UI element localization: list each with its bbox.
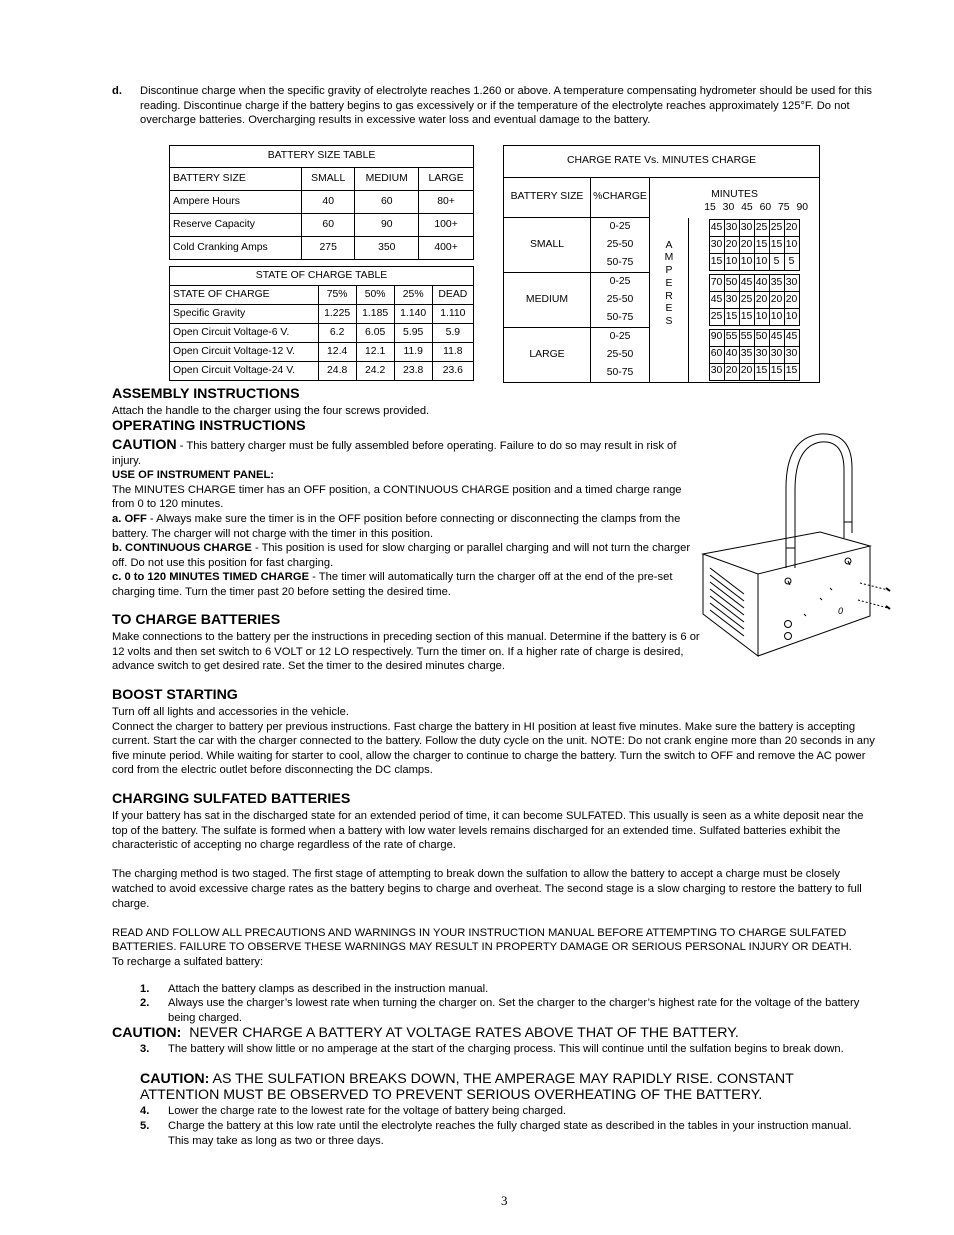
- minute-tick: 60: [759, 201, 772, 213]
- amperes-cell: 60: [709, 346, 724, 363]
- table-header: %CHARGE: [591, 178, 650, 218]
- table-cell: Ampere Hours: [170, 191, 302, 214]
- option-off-text: - Always make sure the timer is in the OFF position before connecting or disconnecting the clamps from the battery. The charger will not charge with the timer in this position.: [112, 512, 681, 540]
- table-cell: 11.8: [432, 343, 473, 362]
- table-cell: 1.185: [356, 305, 394, 324]
- charger-illustration: [700, 428, 895, 663]
- amperes-cell: 30: [709, 363, 724, 380]
- amperes-cell: 15: [754, 363, 769, 380]
- table-header: STATE OF CHARGE: [170, 286, 319, 305]
- battery-size-cell: SMALL: [504, 218, 591, 273]
- amperes-cell: 30: [724, 220, 739, 237]
- amperes-cell: 10: [724, 254, 739, 271]
- amperes-cell: 15: [724, 309, 739, 326]
- amperes-cell: 30: [724, 292, 739, 309]
- table-row: [709, 237, 799, 254]
- caution-amperage: [140, 1071, 840, 1103]
- amperes-cell: 15: [784, 363, 799, 380]
- caution-label: CAUTION:: [140, 1071, 210, 1087]
- charge-rate-table-title: CHARGE RATE Vs. MINUTES CHARGE: [504, 146, 820, 178]
- amperes-grid-medium: [709, 274, 800, 326]
- table-cell: 23.8: [394, 362, 432, 381]
- amperes-cell: 15: [769, 363, 784, 380]
- amperes-cell: 55: [739, 329, 754, 346]
- amperes-grid-small: [709, 219, 800, 271]
- amperes-cell: 10: [784, 309, 799, 326]
- amperes-cell: 45: [739, 275, 754, 292]
- table-header: 25%: [394, 286, 432, 305]
- minute-tick: 90: [796, 201, 809, 213]
- amperes-cell: 30: [784, 275, 799, 292]
- table-header: SMALL: [302, 168, 355, 191]
- battery-size-table-title: BATTERY SIZE TABLE: [170, 146, 474, 168]
- knob: [785, 621, 792, 628]
- table-cell: 1.110: [432, 305, 473, 324]
- boost-text-1: Turn off all lights and accessories in the vehicle.: [112, 706, 349, 718]
- charge-range: 0-25: [609, 331, 631, 342]
- battery-size-cell: MEDIUM: [504, 273, 591, 328]
- minute-tick: 75: [778, 201, 790, 213]
- charge-range: 0-25: [609, 276, 631, 287]
- table-cell: 24.8: [318, 362, 356, 381]
- state-of-charge-table: [169, 266, 474, 381]
- table-header: BATTERY SIZE: [170, 168, 302, 191]
- table-row: [170, 343, 474, 362]
- boost-heading: BOOST STARTING: [112, 687, 238, 703]
- amperes-cell: 40: [724, 346, 739, 363]
- table-row: [709, 309, 799, 326]
- box-side: [758, 546, 870, 656]
- step-number: 4.: [140, 1105, 150, 1117]
- amperes-grid-large: [709, 329, 800, 381]
- table-row: [170, 214, 474, 237]
- amperes-cell: 10: [784, 237, 799, 254]
- amperes-cell: 20: [724, 363, 739, 380]
- step-number: 1.: [140, 983, 150, 995]
- option-continuous-label: b. CONTINUOUS CHARGE: [112, 542, 252, 555]
- amperes-cell: 10: [754, 309, 769, 326]
- option-timed-text: - The timer will automatically turn the charger off at the end of the pre-set charging time. Turn the timer past 20 before setting the desired time.: [112, 571, 673, 598]
- step-1-text: Attach the battery clamps as described in the instruction manual.: [168, 983, 489, 995]
- amperes-cell: 15: [754, 237, 769, 254]
- amperes-cell: 50: [724, 275, 739, 292]
- step-5-text: Charge the battery at this low rate until the electrolyte reaches the fully charged state as described in the tables in your instruction manual. This may take as long as two or three days.: [168, 1120, 852, 1147]
- instrument-panel-text: The MINUTES CHARGE timer has an OFF position, a CONTINUOUS CHARGE position and a timed charge range from 0 to 120 minutes.: [112, 483, 682, 511]
- item-d-text: Discontinue charge when the specific gravity of electrolyte reaches 1.260 or above. A temperature compensating hydrometer should be used for this reading. Discontinue charge if the battery begins to gas excessively or if the temperature of the electrolyte reaches approximately 125°F. Do not overcharge batteries. Overcharging results in excessive water loss and eventual damage to the battery.: [140, 85, 872, 127]
- amperes-cell: 40: [754, 275, 769, 292]
- table-cell: 1.140: [394, 305, 432, 324]
- amperes-cell: 15: [769, 237, 784, 254]
- table-row: [504, 218, 820, 273]
- caution-text: - This battery charger must be fully assembled before operating. Failure to do so may result in risk of injury.: [112, 440, 677, 467]
- charge-range: 50-75: [606, 257, 634, 268]
- to-charge-heading: TO CHARGE BATTERIES: [112, 612, 281, 628]
- charge-range: 50-75: [606, 312, 634, 323]
- charge-range: 25-50: [606, 294, 634, 305]
- amperes-cell: 30: [754, 346, 769, 363]
- minute-tick: 15: [704, 201, 716, 213]
- handle-inner: [795, 442, 844, 568]
- table-header: MEDIUM: [355, 168, 419, 191]
- knob: [785, 633, 792, 640]
- charge-range: 50-75: [606, 367, 634, 378]
- table-cell: Open Circuit Voltage-12 V.: [170, 343, 319, 362]
- boost-text-2: Connect the charger to battery per previous instructions. Fast charge the battery in HI position at least five minutes. Make sure the battery is accepting current. Start the car with the charger connected to the battery. Follow the duty cycle on the unit. NOTE: Do not crank engine more than 20 seconds in any five minute period. While waiting for starter to cool, allow the charger to continue to charge the battery. Turn the switch to OFF and remove the AC power cord from the electric outlet before disconnecting the DC clamps.: [112, 720, 875, 777]
- item-d-letter: d.: [112, 85, 122, 97]
- table-row: [170, 237, 474, 260]
- sulfated-warning: READ AND FOLLOW ALL PRECAUTIONS AND WARNINGS IN YOUR INSTRUCTION MANUAL BEFORE ATTEMPTING TO CHARGE SULFATED BATTERIES. FAILURE TO OBSERVE THESE WARNINGS MAY RESULT IN PROPERTY DAMAGE OR SERIOUS PERSONAL INJURY OR DEATH.: [112, 926, 852, 954]
- step-4-text: Lower the charge rate to the lowest rate for the voltage of battery being charged.: [168, 1105, 567, 1117]
- sulfated-body: [112, 809, 878, 970]
- amperes-cell: 10: [754, 254, 769, 271]
- screw-guide: [858, 583, 888, 608]
- table-row: [170, 362, 474, 381]
- instrument-panel-heading: USE OF INSTRUMENT PANEL:: [112, 469, 275, 482]
- amperes-cell: 5: [769, 254, 784, 271]
- amperes-cell: 15: [739, 309, 754, 326]
- step-number: 5.: [140, 1120, 150, 1132]
- table-header: DEAD: [432, 286, 473, 305]
- table-cell: 1.225: [318, 305, 356, 324]
- amperes-cell: 45: [709, 292, 724, 309]
- table-row: [709, 346, 799, 363]
- amperes-cell: 25: [709, 309, 724, 326]
- minute-tick: 30: [722, 201, 735, 213]
- amperes-cell: 30: [784, 346, 799, 363]
- dial-mark: 0: [838, 606, 844, 616]
- state-of-charge-table-title: STATE OF CHARGE TABLE: [170, 267, 474, 286]
- charge-rate-table: [503, 145, 820, 383]
- table-cell: 100+: [419, 214, 474, 237]
- caution-label: CAUTION: [112, 437, 177, 453]
- amperes-cell: 55: [724, 329, 739, 346]
- caution-amperage-text: AS THE SULFATION BREAKS DOWN, THE AMPERAGE MAY RAPIDLY RISE. CONSTANT ATTENTION MUST BE OBSERVED TO PREVENT SERIOUS OVERHEATING OF THE BATTERY.: [140, 1071, 794, 1103]
- step-2-text: Always use the charger’s lowest rate when turning the charger on. Set the charger to the charger’s highest rate for the voltage of the battery being charged.: [168, 997, 860, 1024]
- amperes-cell: 25: [769, 220, 784, 237]
- table-cell: 11.9: [394, 343, 432, 362]
- amperes-cell: 45: [709, 220, 724, 237]
- amperes-cell: 20: [739, 237, 754, 254]
- table-cell: 80+: [419, 191, 474, 214]
- amperes-cell: 35: [739, 346, 754, 363]
- amperes-cell: 10: [769, 309, 784, 326]
- table-row: [709, 220, 799, 237]
- table-cell: 40: [302, 191, 355, 214]
- amperes-cell: 45: [769, 329, 784, 346]
- option-continuous-text: - This position is used for slow charging or parallel charging and will not turn the charger off. Do not use this position for fast charging.: [112, 542, 691, 569]
- amperes-cell: 25: [754, 220, 769, 237]
- amperes-cell: 5: [784, 254, 799, 271]
- table-cell: 12.4: [318, 343, 356, 362]
- table-row: [170, 305, 474, 324]
- amperes-cell: 50: [754, 329, 769, 346]
- operating-body: [112, 437, 704, 600]
- operating-heading: OPERATING INSTRUCTIONS: [112, 418, 306, 434]
- amperes-cell: 30: [769, 346, 784, 363]
- amperes-cell: 90: [709, 329, 724, 346]
- amperes-cell: 45: [784, 329, 799, 346]
- caution-voltage-text: NEVER CHARGE A BATTERY AT VOLTAGE RATES ABOVE THAT OF THE BATTERY.: [189, 1025, 739, 1041]
- step-number: 2.: [140, 997, 150, 1009]
- amperes-cell: 15: [709, 254, 724, 271]
- table-cell: Open Circuit Voltage-6 V.: [170, 324, 319, 343]
- amperes-label: A M P E R E S: [650, 218, 689, 383]
- table-row: [709, 292, 799, 309]
- to-charge-text: Make connections to the battery per the instructions in preceding section of this manual. Determine if the battery is 6 or 12 volts and then set switch to 6 VOLT or 12 LO respectively. Turn the timer on. If a higher rate of charge is desired, advance switch to get desired rate. Set the timer to the desired minutes charge.: [112, 631, 700, 673]
- table-cell: 400+: [419, 237, 474, 260]
- assembly-heading: ASSEMBLY INSTRUCTIONS: [112, 386, 300, 402]
- amperes-cell: 70: [709, 275, 724, 292]
- charge-range: 25-50: [606, 349, 634, 360]
- minute-tick: 45: [741, 201, 753, 213]
- caution-voltage: [112, 1025, 878, 1041]
- table-cell: Specific Gravity: [170, 305, 319, 324]
- battery-size-cell: LARGE: [504, 328, 591, 383]
- table-row: [170, 324, 474, 343]
- table-cell: Cold Cranking Amps: [170, 237, 302, 260]
- table-cell: 90: [355, 214, 419, 237]
- table-cell: 5.9: [432, 324, 473, 343]
- minutes-label: MINUTES: [711, 188, 758, 200]
- table-header: LARGE: [419, 168, 474, 191]
- option-off-label: a. OFF: [112, 512, 147, 525]
- table-cell: 6.05: [356, 324, 394, 343]
- step-3-text: The battery will show little or no amperage at the start of the charging process. This will continue until the sulfation begins to break down.: [168, 1043, 844, 1055]
- sulfated-paragraph-1: If your battery has sat in the discharged state for an extended period of time, it can become SULFATED. This usually is seen as a white deposit near the top of the battery. The sulfate is formed when a battery with low water levels remains discharged for an extended time. Sulfated batteries exhibit the characteristic of accepting no charge regardless of the rate of charge.: [112, 810, 864, 852]
- table-header: BATTERY SIZE: [504, 178, 591, 218]
- sulfated-paragraph-2: The charging method is two staged. The first stage of attempting to break down the sulfation to allow the battery to accept a charge must be closely watched to avoid excessive charge rates as the battery begins to charge and overheat. The second stage is a slow charging to restore the battery to full charge.: [112, 868, 862, 910]
- caution-label: CAUTION:: [112, 1025, 182, 1041]
- amperes-cell: 25: [739, 292, 754, 309]
- boost-body: [112, 705, 878, 778]
- table-cell: 60: [355, 191, 419, 214]
- amperes-cell: 20: [754, 292, 769, 309]
- table-row: [709, 363, 799, 380]
- vent-louvers: [710, 568, 744, 636]
- table-cell: 350: [355, 237, 419, 260]
- table-row: [709, 254, 799, 271]
- step-number: 3.: [140, 1043, 150, 1055]
- table-cell: 6.2: [318, 324, 356, 343]
- table-cell: Open Circuit Voltage-24 V.: [170, 362, 319, 381]
- table-cell: 60: [302, 214, 355, 237]
- amperes-cell: 30: [709, 237, 724, 254]
- sulfated-heading: CHARGING SULFATED BATTERIES: [112, 791, 351, 807]
- assembly-text: Attach the handle to the charger using the four screws provided.: [112, 405, 430, 417]
- charge-range: 25-50: [606, 239, 634, 250]
- page-number: 3: [501, 1193, 508, 1208]
- amperes-cell: 20: [724, 237, 739, 254]
- table-cell: 24.2: [356, 362, 394, 381]
- table-cell: 5.95: [394, 324, 432, 343]
- amperes-cell: 30: [739, 220, 754, 237]
- amperes-cell: 20: [784, 292, 799, 309]
- table-cell: 12.1: [356, 343, 394, 362]
- table-cell: 23.6: [432, 362, 473, 381]
- table-row: [709, 329, 799, 346]
- option-timed-label: c. 0 to 120 MINUTES TIMED CHARGE: [112, 571, 310, 584]
- charge-range: 0-25: [609, 221, 631, 232]
- table-cell: Reserve Capacity: [170, 214, 302, 237]
- table-cell: 275: [302, 237, 355, 260]
- table-row: [170, 191, 474, 214]
- amperes-cell: 10: [739, 254, 754, 271]
- battery-size-table: [169, 145, 474, 260]
- amperes-cell: 20: [769, 292, 784, 309]
- amperes-cell: 20: [739, 363, 754, 380]
- sulfated-intro: To recharge a sulfated battery:: [112, 955, 264, 968]
- table-header: 50%: [356, 286, 394, 305]
- amperes-cell: 20: [784, 220, 799, 237]
- table-header: 75%: [318, 286, 356, 305]
- table-row: [709, 275, 799, 292]
- amperes-cell: 35: [769, 275, 784, 292]
